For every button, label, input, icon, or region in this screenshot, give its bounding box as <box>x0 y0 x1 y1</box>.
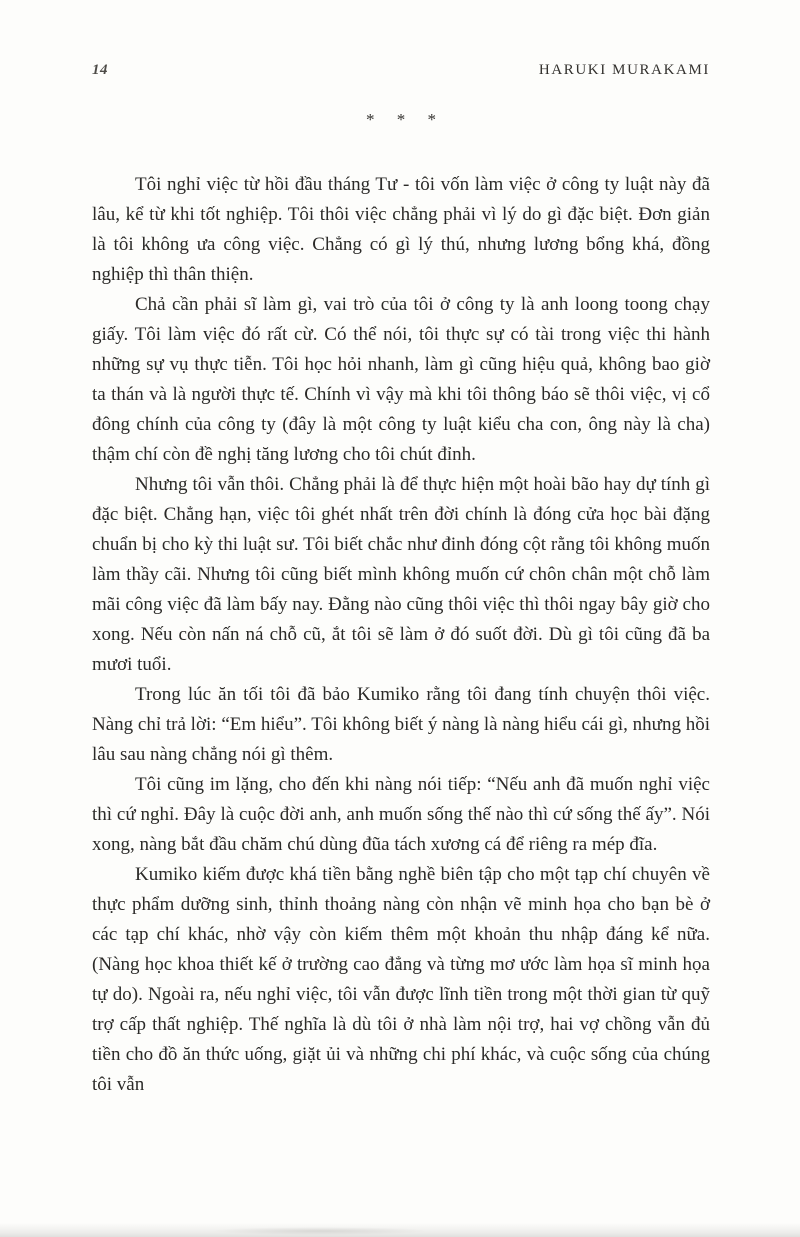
paragraph-5: Tôi cũng im lặng, cho đến khi nàng nói tiếp: “Nếu anh đã muốn nghỉ việc thì cứ nghỉ. Đây là cuộc đời anh, anh muốn sống thế nào thì cứ sống thế ấy”. Nói xong, nàng bắt đầu chăm chú dùng đũa tách xương cá để riêng ra mép đĩa. <box>92 774 710 855</box>
scan-edge-shadow <box>0 1223 800 1237</box>
running-header-author: HARUKI MURAKAMI <box>538 62 710 78</box>
paragraph-2: Chả cần phải sĩ làm gì, vai trò của tôi ở công ty là anh loong toong chạy giấy. Tôi làm việc đó rất cừ. Có thể nói, tôi thực sự có tài trong việc thi hành những sự vụ thực tiễn. Tôi học hỏi nhanh, làm gì cũng hiệu quả, không bao giờ ta thán và là người thực tế. Chính vì vậy mà khi tôi thông báo sẽ thôi việc, vị cổ đông chính của công ty (đây là một công ty luật kiểu cha con, ông này là cha) thậm chí còn đề nghị tăng lương cho tôi chút đỉnh. <box>92 294 710 465</box>
page-body <box>92 170 710 1100</box>
paragraph-6: Kumiko kiếm được khá tiền bằng nghề biên tập cho một tạp chí chuyên về thực phẩm dưỡng sinh, thỉnh thoảng nàng còn nhận vẽ minh họa cho bạn bè ở các tạp chí khác, nhờ vậy còn kiếm thêm một khoản thu nhập đáng kể nữa. (Nàng học khoa thiết kế ở trường cao đẳng và từng mơ ước làm họa sĩ minh họa tự do). Ngoài ra, nếu nghỉ việc, tôi vẫn được lĩnh tiền trong một thời gian từ quỹ trợ cấp thất nghiệp. Thế nghĩa là dù tôi ở nhà làm nội trợ, hai vợ chồng vẫn đủ tiền cho đồ ăn thức uống, giặt ủi và những chi phí khác, và cuộc sống của chúng tôi vẫn <box>92 864 710 1095</box>
section-separator: * * * <box>366 110 445 129</box>
scan-smudge <box>210 1227 430 1235</box>
page-header <box>92 62 710 84</box>
paragraph-4: Trong lúc ăn tối tôi đã bảo Kumiko rằng tôi đang tính chuyện thôi việc. Nàng chỉ trả lời: “Em hiểu”. Tôi không biết ý nàng là nàng hiểu cái gì, nhưng hồi lâu sau nàng chẳng nói gì thêm. <box>92 684 710 765</box>
paragraph-1: Tôi nghỉ việc từ hồi đầu tháng Tư - tôi vốn làm việc ở công ty luật này đã lâu, kể từ khi tốt nghiệp. Tôi thôi việc chẳng phải vì lý do gì đặc biệt. Đơn giản là tôi không ưa công việc. Chẳng có gì lý thú, nhưng lương bổng khá, đồng nghiệp thì thân thiện. <box>92 174 710 285</box>
page-number: 14 <box>92 62 108 78</box>
paragraph-3: Nhưng tôi vẫn thôi. Chẳng phải là để thực hiện một hoài bão hay dự tính gì đặc biệt. Chẳng hạn, việc tôi ghét nhất trên đời chính là đóng cửa học bài đặng chuẩn bị cho kỳ thi luật sư. Tôi biết chắc như đinh đóng cột rằng tôi không muốn làm thầy cãi. Nhưng tôi cũng biết mình không muốn cứ chôn chân một chỗ làm mãi công việc đã làm bấy nay. Đằng nào cũng thôi việc thì thôi ngay bây giờ cho xong. Nếu còn nấn ná chỗ cũ, ắt tôi sẽ làm ở đó suốt đời. Dù gì tôi cũng đã ba mươi tuổi. <box>92 474 710 675</box>
